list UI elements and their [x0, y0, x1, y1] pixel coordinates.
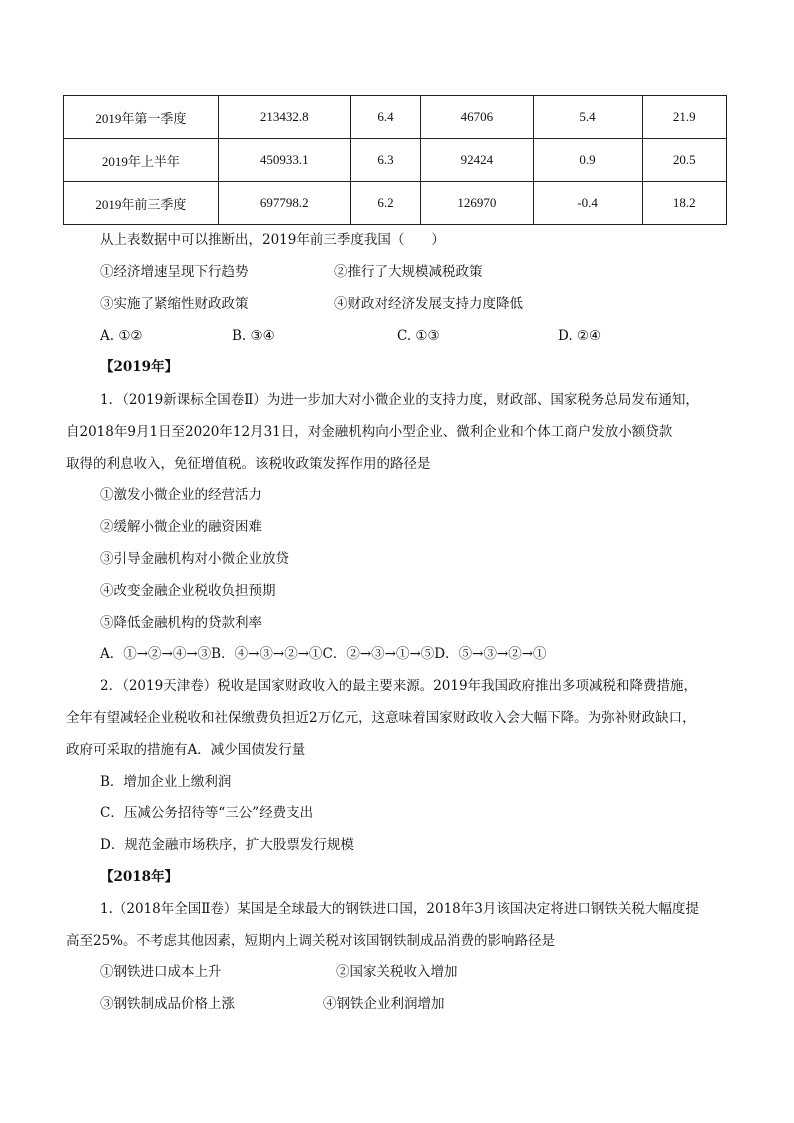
option-item: ③钢铁制成品价格上涨: [100, 996, 235, 1012]
table-cell: 697798.2: [218, 182, 350, 225]
answer-choice: B．增加企业上缴利润: [100, 774, 232, 790]
table-cell: -0.4: [533, 182, 642, 225]
option-item: ⑤降低金融机构的贷款利率: [100, 615, 262, 631]
table-row: [64, 139, 727, 182]
answer-choice: B. ③④: [232, 328, 275, 344]
table-cell: 46706: [421, 96, 533, 139]
table-cell: 5.4: [533, 96, 642, 139]
option-item: ②国家关税收入增加: [336, 964, 458, 980]
option-item: ①激发小微企业的经营活力: [100, 487, 262, 503]
option-item: ④财政对经济发展支持力度降低: [334, 296, 523, 312]
table-cell: 6.3: [350, 139, 420, 182]
option-item: ②缓解小微企业的融资困难: [100, 519, 262, 535]
answer-choice: D．规范金融市场秩序，扩大股票发行规模: [100, 837, 354, 853]
section-heading: 【2019年】: [100, 359, 179, 375]
table-cell: 126970: [421, 182, 533, 225]
question-text: 2．（2019天津卷）税收是国家财政收入的最主要来源。2019年我国政府推出多项减税和降费措施，: [100, 678, 698, 694]
table-cell: 18.2: [642, 182, 726, 225]
question-text: 政府可采取的措施有A．减少国债发行量: [66, 742, 306, 758]
question-text: 全年有望减轻企业税收和社保缴费负担近2万亿元，这意味着国家财政收入会大幅下降。为弥补财政缺口，: [66, 710, 696, 726]
question-text: 高至25%。不考虑其他因素，短期内上调关税对该国钢铁制成品消费的影响路径是: [66, 933, 556, 949]
question-text: 1．（2019新课标全国卷Ⅱ）为进一步加大对小微企业的支持力度，财政部、国家税务总局发布通知，: [100, 392, 699, 408]
answer-choice: D. ②④: [558, 328, 602, 344]
table-cell: 21.9: [642, 96, 726, 139]
table-cell: 6.2: [350, 182, 420, 225]
answer-choices: A．①→②→④→③B．④→③→②→①C．②→③→①→⑤D．⑤→③→②→①: [100, 646, 547, 662]
section-heading: 【2018年】: [100, 869, 179, 885]
option-item: ①钢铁进口成本上升: [100, 964, 222, 980]
table-cell: 0.9: [533, 139, 642, 182]
table-cell: 213432.8: [218, 96, 350, 139]
option-item: ①经济增速呈现下行趋势: [100, 264, 249, 280]
data-table: [63, 95, 727, 225]
table-row: [64, 182, 727, 225]
option-item: ③引导金融机构对小微企业放贷: [100, 551, 289, 567]
answer-choice: C．压减公务招待等“三公”经费支出: [100, 805, 314, 821]
option-item: ④改变金融企业税收负担预期: [100, 583, 276, 599]
option-item: ④钢铁企业利润增加: [323, 996, 445, 1012]
table-row: [64, 96, 727, 139]
table-cell: 2019年前三季度: [64, 182, 219, 225]
question-text: 取得的利息收入，免征增值税。该税收政策发挥作用的路径是: [66, 456, 431, 472]
table-cell: 92424: [421, 139, 533, 182]
table-cell: 450933.1: [218, 139, 350, 182]
option-item: ③实施了紧缩性财政政策: [100, 296, 249, 312]
table-cell: 2019年第一季度: [64, 96, 219, 139]
answer-choice: A. ①②: [100, 328, 143, 344]
table-cell: 6.4: [350, 96, 420, 139]
question-text: 1.（2018年全国Ⅱ卷）某国是全球最大的钢铁进口国，2018年3月该国决定将进口钢铁关税大幅度提: [100, 901, 699, 917]
question-text: 自2018年9月1日至2020年12月31日，对金融机构向小型企业、微利企业和个体工商户发放小额贷款: [66, 424, 673, 440]
answer-choice: C. ①③: [397, 328, 440, 344]
option-item: ②推行了大规模减税政策: [334, 264, 483, 280]
table-cell: 20.5: [642, 139, 726, 182]
table-cell: 2019年上半年: [64, 139, 219, 182]
question-stem: 从上表数据中可以推断出，2019年前三季度我国（ ）: [100, 232, 445, 248]
